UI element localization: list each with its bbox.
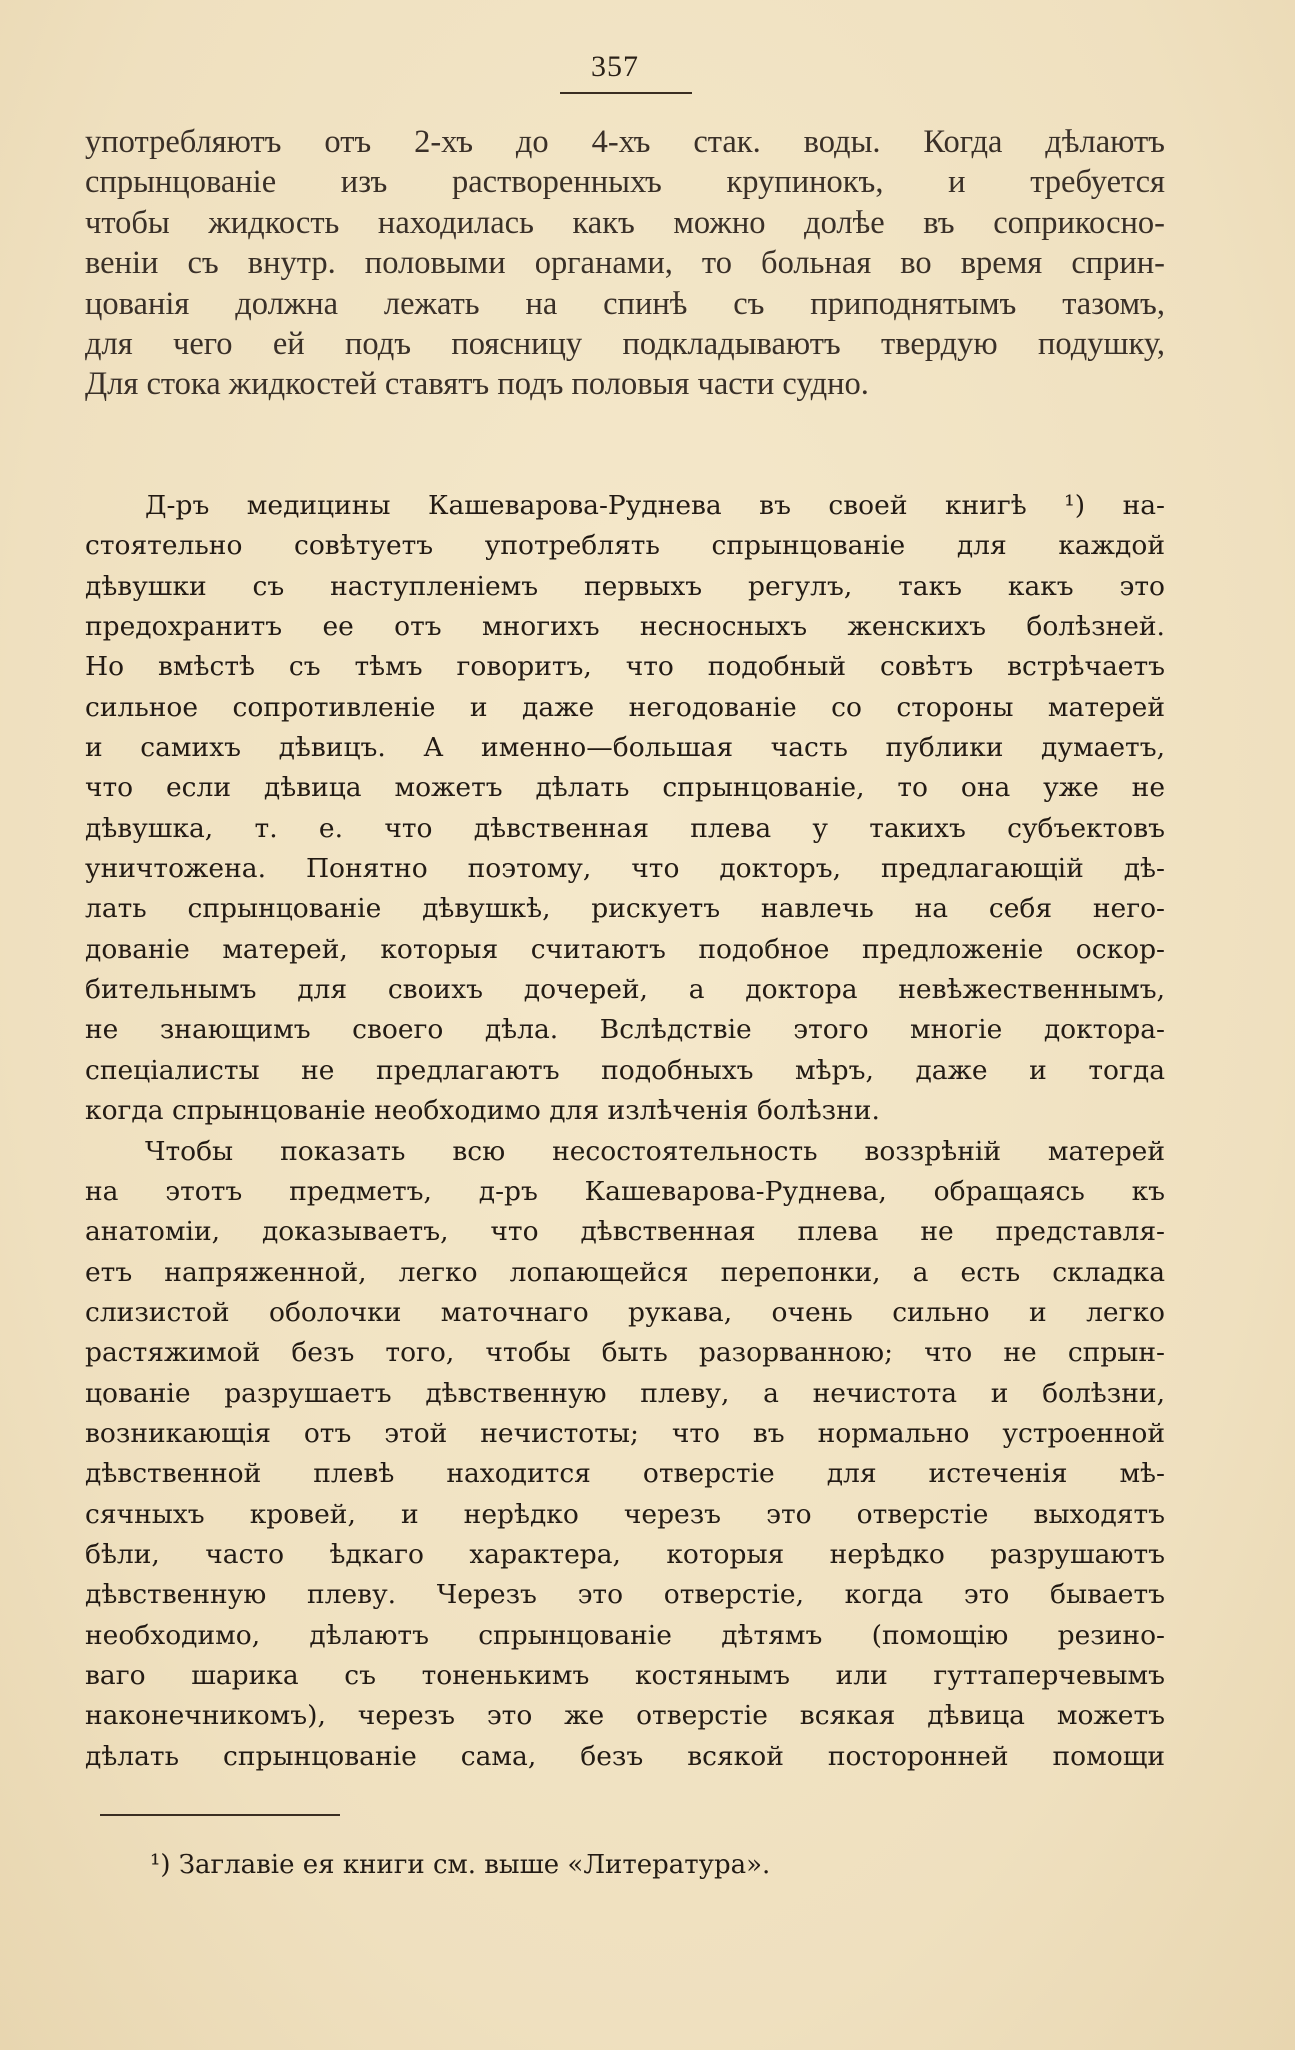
text-line: Для стока жидкостей ставятъ подъ половыя части судно. [85,366,869,403]
text-line: цованіе разрушаетъ дѣвственную плеву, а нечистота и болѣзни, [85,1377,1165,1409]
text-line: дѣвственной плевѣ находится отверстіе для истеченія мѣ- [85,1458,1165,1490]
text-line: лать спрынцованіе дѣвушкѣ, рискуетъ навлечь на себя него- [85,893,1165,925]
text-line: стоятельно совѣтуетъ употреблять спрынцованіе для каждой [85,530,1165,562]
text-line: сильное сопротивленіе и даже негодованіе со стороны матерей [85,691,1165,723]
text-line: на этотъ предметъ, д-ръ Кашеварова-Руднева, обращаясь къ [85,1175,1165,1207]
text-line: дѣвушки съ наступленіемъ первыхъ регулъ, такъ какъ это [85,570,1165,602]
page-number: 357 [591,50,639,83]
text-line: когда спрынцованіе необходимо для излѣченія болѣзни. [85,1095,880,1127]
text-line: спрынцованіе изъ растворенныхъ крупинокъ, и требуется [85,164,1165,201]
text-line: растяжимой безъ того, чтобы быть разорванною; что не спрын- [85,1337,1165,1369]
text-line: не знающимъ своего дѣла. Вслѣдствіе этого многіе доктора- [85,1014,1165,1046]
paragraph-1 [85,122,1165,405]
text-line: цованія должна лежать на спинѣ съ приподнятымъ тазомъ, [85,285,1165,322]
text-line: дѣвушка, т. е. что дѣвственная плева у такихъ субъектовъ [85,812,1165,844]
text-line: Чтобы показать всю несостоятельность воззрѣній матерей [145,1135,1165,1167]
text-line: употребляютъ отъ 2-хъ до 4-хъ стак. воды. Когда дѣлаютъ [85,124,1165,160]
text-line: бѣли, часто ѣдкаго характера, которыя нерѣдко разрушаютъ [85,1538,1165,1570]
page-number-underline [560,92,692,94]
text-line: и самихъ дѣвицъ. А именно—большая часть публики думаетъ, [85,732,1165,764]
text-line: веніи съ внутр. половыми органами, то больная во время сприн- [85,245,1165,282]
text-line: Но вмѣстѣ съ тѣмъ говоритъ, что подобный совѣтъ встрѣчаетъ [85,651,1165,683]
text-line: дѣвственную плеву. Черезъ это отверстіе, когда это бываетъ [85,1579,1165,1611]
footnote: ¹) Заглавіе ея книги см. выше «Литература». [150,1850,771,1880]
text-line: предохранитъ ее отъ многихъ несносныхъ женскихъ болѣзней. [85,611,1165,643]
text-line: спеціалисты не предлагаютъ подобныхъ мѣръ, даже и тогда [85,1054,1165,1086]
text-line: возникающія отъ этой нечистоты; что въ нормально устроенной [85,1417,1165,1449]
text-line: для чего ей подъ поясницу подкладываютъ твердую подушку, [85,326,1165,363]
text-line: дованіе матерей, которыя считаютъ подобное предложеніе оскор- [85,933,1165,965]
text-line: бительнымъ для своихъ дочерей, а доктора невѣжественнымъ, [85,974,1165,1006]
text-line: дѣлать спрынцованіе сама, безъ всякой посторонней помощи [85,1740,1165,1772]
text-line: сячныхъ кровей, и нерѣдко черезъ это отверстіе выходятъ [85,1498,1165,1530]
text-line: слизистой оболочки маточнаго рукава, очень сильно и легко [85,1296,1165,1328]
text-line: Д-ръ медицины Кашеварова-Руднева въ своей книгѣ ¹) на- [145,490,1165,521]
text-line: наконечникомъ), черезъ это же отверстіе всякая дѣвица можетъ [85,1700,1165,1732]
text-line: чтобы жидкость находилась какъ можно долѣе въ соприкосно- [85,204,1165,241]
text-line: что если дѣвица можетъ дѣлать спрынцованіе, то она уже не [85,772,1165,804]
paragraph-2 [85,486,1165,1777]
footnote-separator [100,1814,340,1816]
text-line: уничтожена. Понятно поэтому, что докторъ, предлагающій дѣ- [85,853,1165,885]
text-line: етъ напряженной, легко лопающейся перепонки, а есть складка [85,1256,1165,1288]
text-line: анатоміи, доказываетъ, что дѣвственная плева не представля- [85,1216,1165,1248]
text-line: необходимо, дѣлаютъ спрынцованіе дѣтямъ (помощію резино- [85,1619,1165,1651]
text-line: ваго шарика съ тоненькимъ костянымъ или гуттаперчевымъ [85,1659,1165,1691]
